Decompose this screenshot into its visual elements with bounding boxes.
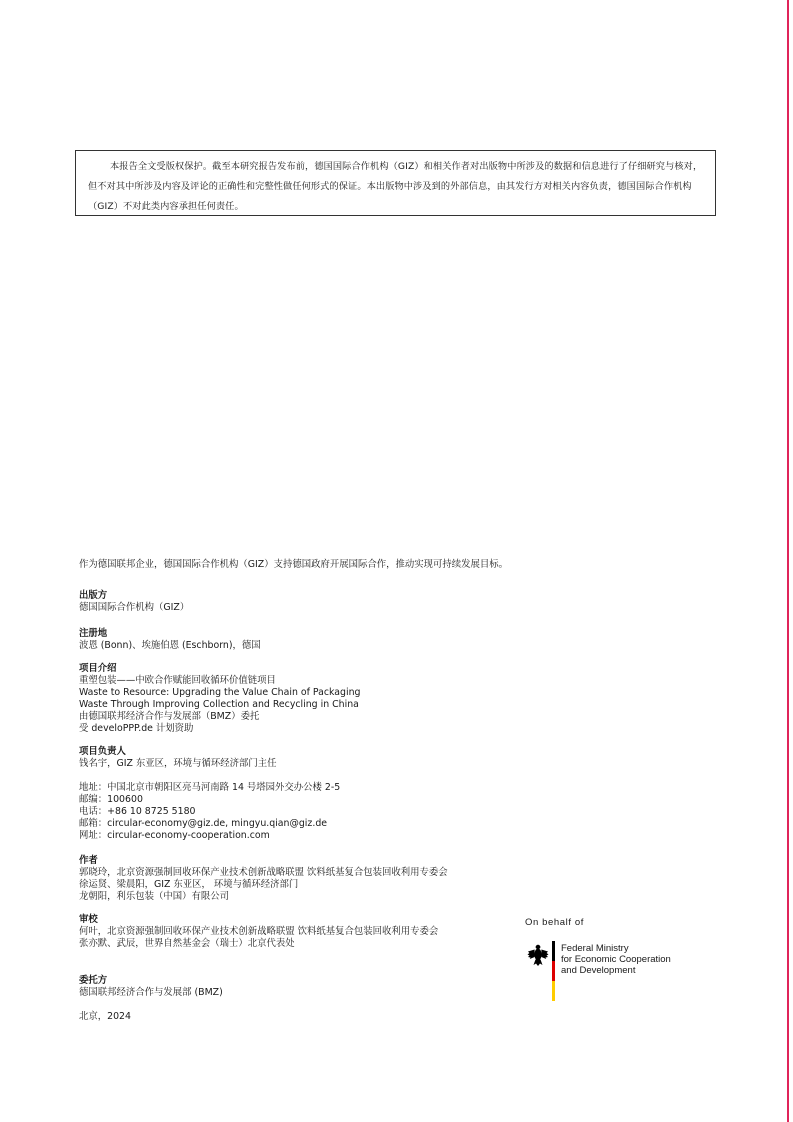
authors-section <box>79 855 448 903</box>
client-heading: 委托方 <box>79 975 108 986</box>
author-line: 龙朝阳，利乐包装（中国）有限公司 <box>79 891 230 902</box>
publisher-line: 德国国际合作机构（GIZ） <box>79 602 190 613</box>
project-lead-heading: 项目负责人 <box>79 746 126 757</box>
registered-office-heading: 注册地 <box>79 628 108 639</box>
contact-website[interactable]: 网址：circular-economy-cooperation.com <box>79 830 270 841</box>
german-flag-bar <box>552 941 555 1001</box>
publisher-heading: 出版方 <box>79 590 108 601</box>
author-line: 郭晓玲，北京资源强制回收环保产业技术创新战略联盟 饮料纸基复合包装回收利用专委会 <box>79 867 448 878</box>
author-line: 徐运贤、梁晨阳，GIZ 东亚区， 环境与循环经济部门 <box>79 879 299 890</box>
contact-address: 地址：中国北京市朝阳区亮马河南路 14 号塔园外交办公楼 2-5 <box>79 782 341 793</box>
project-line: 由德国联邦经济合作与发展部（BMZ）委托 <box>79 711 260 722</box>
project-lead-section <box>79 746 277 770</box>
reviewer-line: 张亦默、武辰，世界自然基金会（瑞士）北京代表处 <box>79 938 295 949</box>
project-heading: 项目介绍 <box>79 663 117 674</box>
registered-office-section <box>79 628 261 652</box>
project-section <box>79 663 361 735</box>
contact-phone: 电话：+86 10 8725 5180 <box>79 806 196 817</box>
disclaimer-text: 本报告全文受版权保护。截至本研究报告发布前，德国国际合作机构（GIZ）和相关作者对出版物中所涉及的数据和信息进行了仔细研究与核对，但不对其中所涉及内容及评论的正确性和完整性做任何形式的保证。本出版物中涉及到的外部信息，由其发行方对相关内容负责，德国国际合作机构（GIZ）不对此类内容承担任何责任。 <box>88 161 703 212</box>
contact-section <box>79 782 340 842</box>
contact-postcode: 邮编：100600 <box>79 794 143 805</box>
client-line: 德国联邦经济合作与发展部 (BMZ) <box>79 987 223 998</box>
review-heading: 审校 <box>79 914 98 925</box>
bmz-logo <box>525 917 695 1007</box>
authors-heading: 作者 <box>79 855 98 866</box>
project-line: 受 develoPPP.de 计划资助 <box>79 723 194 734</box>
bmz-name-line: for Economic Cooperation <box>561 954 671 965</box>
bmz-name-line: and Development <box>561 965 636 976</box>
eagle-icon <box>527 943 549 967</box>
project-line: Waste to Resource: Upgrading the Value Chain of Packaging <box>79 687 361 698</box>
project-lead-line: 钱名宇，GIZ 东亚区，环境与循环经济部门主任 <box>79 758 277 769</box>
giz-intro-text: 作为德国联邦企业，德国国际合作机构（GIZ）支持德国政府开展国际合作，推动实现可持续发展目标。 <box>79 559 508 570</box>
reviewer-line: 何叶，北京资源强制回收环保产业技术创新战略联盟 饮料纸基复合包装回收利用专委会 <box>79 926 439 937</box>
project-line: Waste Through Improving Collection and Recycling in China <box>79 699 359 710</box>
on-behalf-label: On behalf of <box>525 917 584 928</box>
review-section <box>79 914 438 950</box>
page-edge-line <box>787 0 789 1122</box>
project-line: 重塑包装——中欧合作赋能回收循环价值链项目 <box>79 675 276 686</box>
copyright-disclaimer-box <box>75 150 716 216</box>
publisher-section <box>79 590 189 614</box>
place-date: 北京，2024 <box>79 1011 131 1022</box>
contact-email[interactable]: 邮箱：circular-economy@giz.de, mingyu.qian@giz.de <box>79 818 328 829</box>
bmz-ministry-name <box>561 943 671 976</box>
registered-office-line: 波恩 (Bonn)、埃施伯恩 (Eschborn)，德国 <box>79 640 261 651</box>
bmz-name-line: Federal Ministry <box>561 943 629 954</box>
client-section <box>79 975 223 999</box>
